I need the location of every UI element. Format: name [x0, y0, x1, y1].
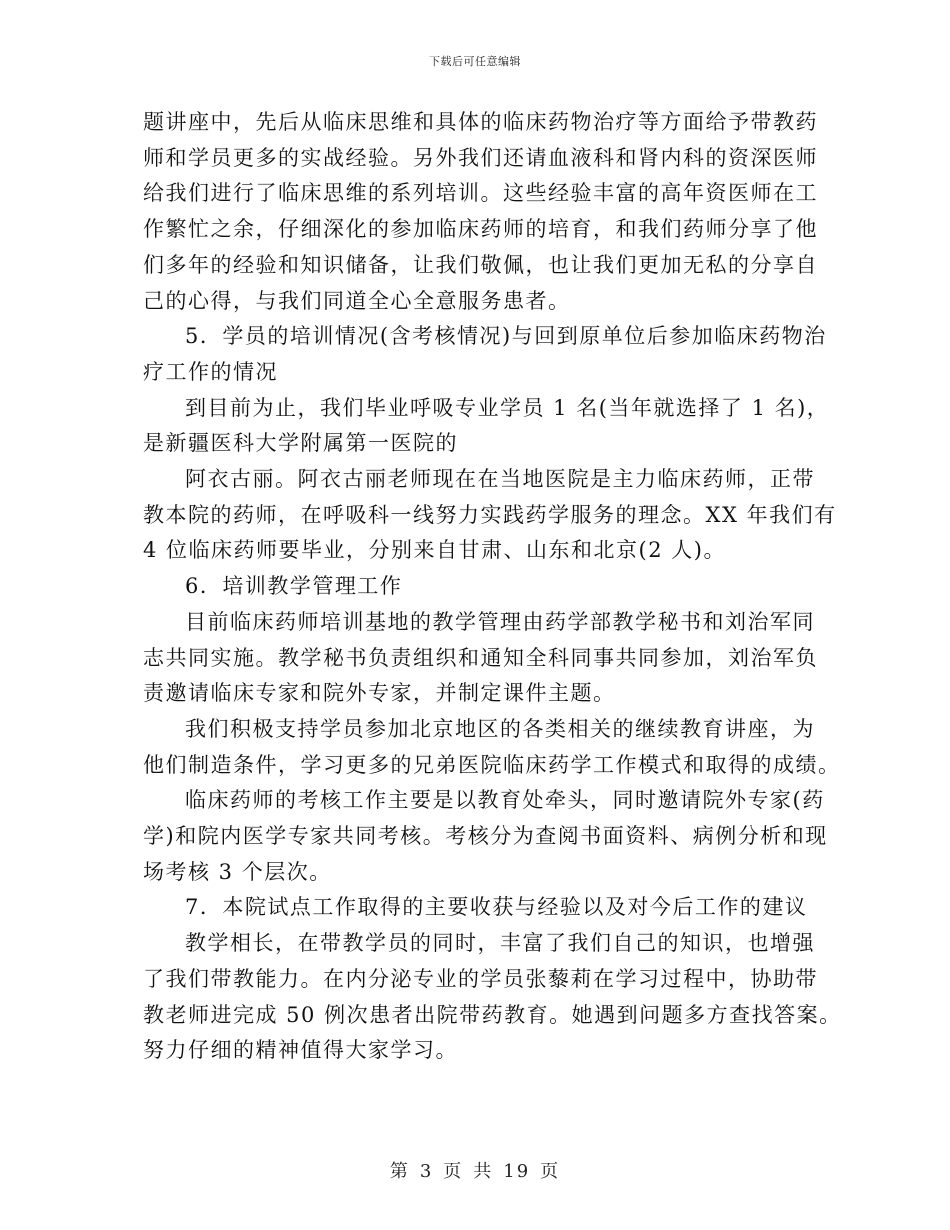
- paragraph: [143, 605, 818, 712]
- text-line: 努力仔细的精神值得大家学习。: [143, 1038, 458, 1063]
- paragraph: [143, 783, 828, 890]
- text-line: 场考核 3 个层次。: [143, 859, 332, 884]
- footer-gong: 共: [473, 1161, 494, 1182]
- text-line: 题讲座中，先后从临床思维和具体的临床药物治疗等方面给予带教药: [143, 110, 818, 134]
- text-line: 作繁忙之余，仔细深化的参加临床药师的培育，和我们药师分享了他: [143, 217, 818, 242]
- text-line: 目前临床药师培训基地的教学管理由药学部教学秘书和刘治军同: [185, 609, 815, 634]
- text-line: 学)和院内医学专家共同考核。考核分为查阅书面资料、病例分析和现: [143, 824, 828, 849]
- text-line: 教本院的药师，在呼吸科一线努力实践药学服务的理念。XX 年我们有: [143, 502, 837, 527]
- text-line: 5．学员的培训情况(含考核情况)与回到原单位后参加临床药物治: [185, 324, 827, 349]
- document-body: [143, 105, 842, 1069]
- text-line: 志共同实施。教学秘书负责组织和通知全科同事共同参加，刘治军负: [143, 645, 818, 670]
- text-line: 了我们带教能力。在内分泌专业的学员张藜莉在学习过程中，协助带: [143, 966, 818, 991]
- section-heading-5: [143, 319, 827, 390]
- paragraph: [143, 391, 830, 462]
- text-line: 他们制造条件，学习更多的兄弟医院临床药学工作模式和取得的成绩。: [143, 752, 841, 777]
- text-line: 阿衣古丽。阿衣古丽老师现在在当地医院是主力临床药师，正带: [185, 467, 815, 492]
- section-heading-7: [143, 890, 807, 926]
- section-heading-6: [143, 569, 807, 605]
- paragraph: [143, 926, 842, 1069]
- text-line: 责邀请临床专家和院外专家，并制定课件主题。: [143, 681, 616, 706]
- paragraph: [143, 462, 837, 569]
- text-line: 师和学员更多的实战经验。另外我们还请血液科和肾内科的资深医师: [143, 145, 818, 170]
- text-line: 6．培训教学管理工作: [185, 574, 403, 599]
- total-pages: 19: [503, 1161, 531, 1182]
- footer-ye: 页: [443, 1161, 464, 1182]
- footer-di: 第: [389, 1161, 410, 1182]
- text-line: 到目前为止，我们毕业呼吸专业学员 1 名(当年就选择了 1 名)，: [185, 395, 830, 420]
- text-line: 教老师进完成 50 例次患者出院带药教育。她遇到问题多方查找答案。: [143, 1002, 842, 1027]
- text-line: 己的心得，与我们同道全心全意服务患者。: [143, 288, 571, 313]
- paragraph: [143, 105, 818, 319]
- page-header: 下载后可任意编辑: [429, 55, 521, 68]
- text-line: 我们积极支持学员参加北京地区的各类相关的继续教育讲座，为: [185, 716, 815, 741]
- text-line: 给我们进行了临床思维的系列培训。这些经验丰富的高年资医师在工: [143, 181, 818, 206]
- text-line: 4 位临床药师要毕业，分别来自甘肃、山东和北京(2 人)。: [143, 538, 726, 563]
- text-line: 7．本院试点工作取得的主要收获与经验以及对今后工作的建议: [185, 895, 808, 920]
- footer-ye: 页: [540, 1161, 561, 1182]
- text-line: 是新疆医科大学附属第一医院的: [143, 431, 458, 456]
- text-line: 临床药师的考核工作主要是以教育处牵头，同时邀请院外专家(药: [185, 788, 825, 813]
- page-number: 3: [419, 1161, 434, 1182]
- page-footer: [0, 1157, 950, 1183]
- text-line: 教学相长，在带教学员的同时，丰富了我们自己的知识，也增强: [185, 931, 815, 956]
- text-line: 疗工作的情况: [143, 359, 278, 384]
- text-line: 们多年的经验和知识储备，让我们敬佩，也让我们更加无私的分享自: [143, 252, 818, 277]
- paragraph: [143, 712, 841, 783]
